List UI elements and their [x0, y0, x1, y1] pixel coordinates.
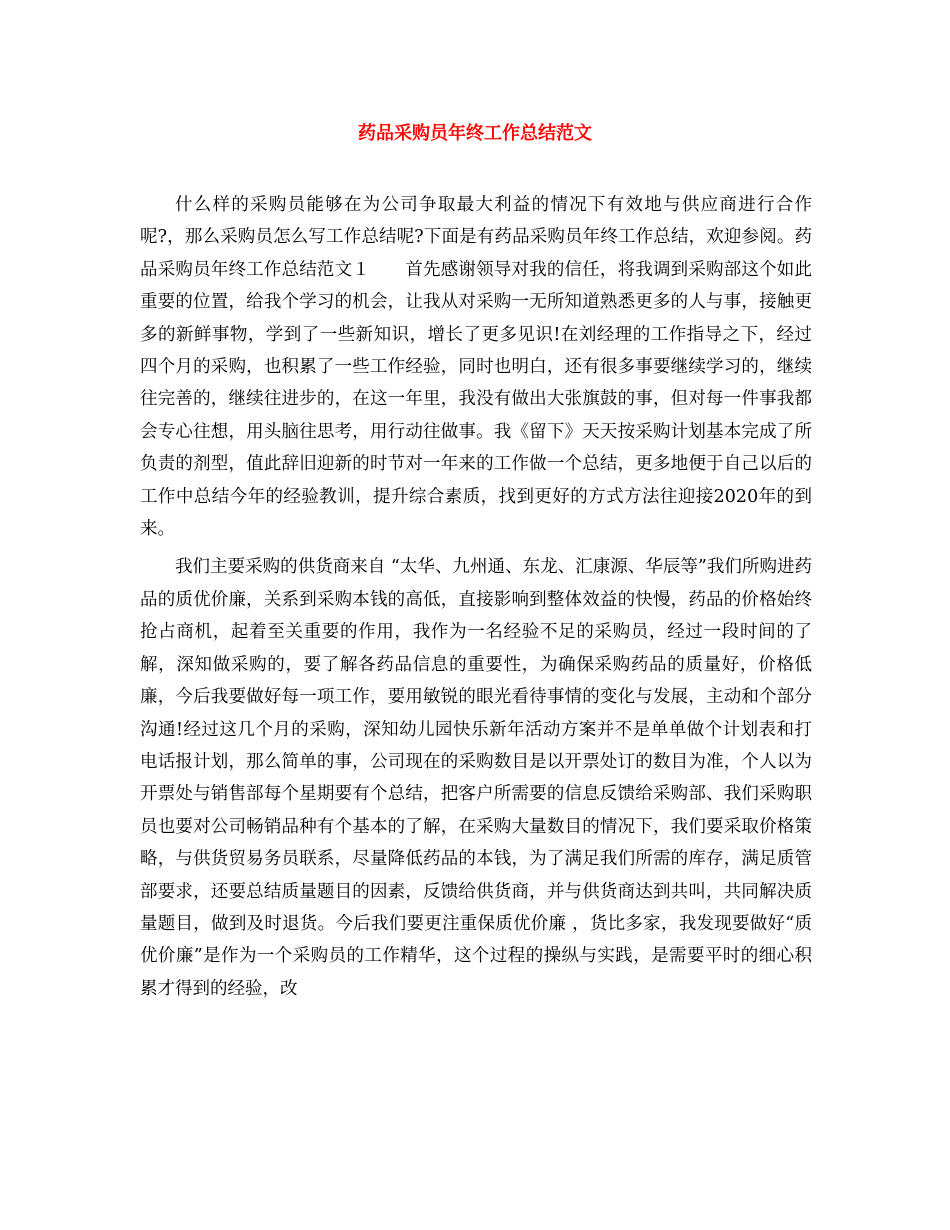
body-paragraph-1: 什么样的采购员能够在为公司争取最大利益的情况下有效地与供应商进行合作呢?，那么采购员怎么写工作总结呢?下面是有药品采购员年终工作总结，欢迎参阅。药品采购员年终工作总结范文１ 首先感谢领导对我的信任，将我调到采购部这个如此重要的位置，给我个学习的机会，让我从对采购一无所知道熟悉更多的人与事，接触更多的新鲜事物，学到了一些新知识，增长了更多见识!在刘经理的工作指导之下，经过四个月的采购，也积累了一些工作经验，同时也明白，还有很多事要继续学习的，继续往完善的，继续往进步的，在这一年里，我没有做出大张旗鼓的事，但对每一件事我都会专心往想，用头脑往思考，用行动往做事。我《留下》天天按采购计划基本完成了所负责的剂型，值此辞旧迎新的时节对一年来的工作做一个总结，更多地便于自己以后的工作中总结今年的经验教训，提升综合素质，找到更好的方式方法往迎接2020年的到来。 — [140, 195, 812, 540]
body-paragraph-2: 我们主要采购的供货商来自 “太华、九州通、东龙、汇康源、华辰等”我们所购进药品的质优价廉，关系到采购本钱的高低，直接影响到整体效益的快慢，药品的价格始终抢占商机，起着至关重要的作用，我作为一名经验不足的采购员，经过一段时间的了解，深知做采购的，要了解各药品信息的重要性，为确保采购药品的质量好，价格低廉，今后我要做好每一项工作，要用敏锐的眼光看待事情的变化与发展，主动和个部分沟通!经过这几个月的采购，深知幼儿园快乐新年活动方案并不是单单做个计划表和打电话报计划，那么简单的事，公司现在的采购数目是以开票处订的数目为准，个人以为开票处与销售部每个星期要有个总结，把客户所需要的信息反馈给采购部、我们采购职员也要对公司畅销品种有个基本的了解，在采购大量数目的情况下，我们要采取价格策略，与供货贸易务员联系，尽量降低药品的本钱，为了满足我们所需的库存，满足质管部要求，还要总结质量题目的因素，反馈给供货商，并与供货商达到共叫，共同解决质量题目，做到及时退货。今后我们要更注重保质优价廉 ，货比多家，我发现要做好“质优价廉”是作为一个采购员的工作精华，这个过程的操纵与实践，是需要平时的细心积累才得到的经验，改 — [140, 557, 812, 999]
document-body — [140, 189, 812, 1005]
document-title: 药品采购员年终工作总结范文 — [358, 123, 592, 144]
